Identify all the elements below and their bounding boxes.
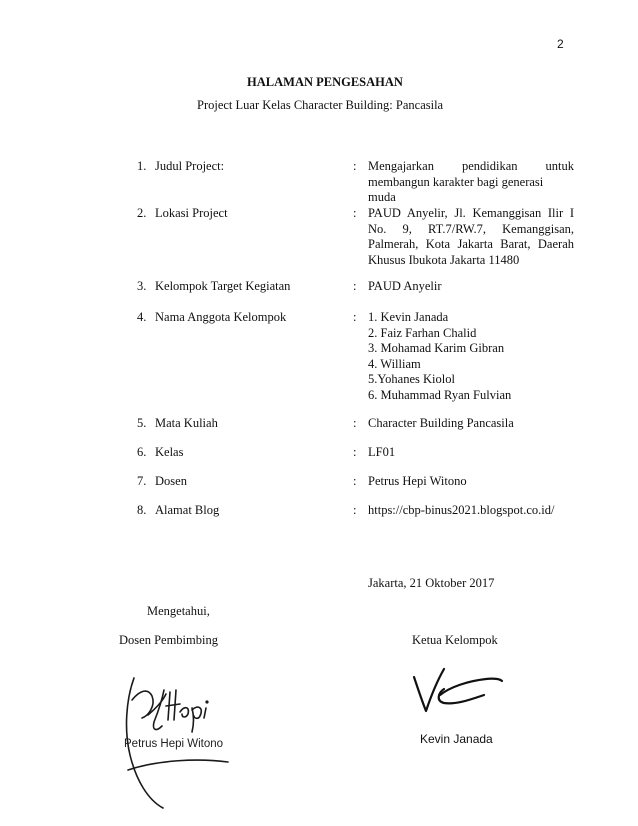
row-label: Kelompok Target Kegiatan xyxy=(155,279,291,293)
row-value xyxy=(368,416,574,432)
row-label: Dosen xyxy=(155,474,187,488)
page-number: 2 xyxy=(557,37,564,51)
dosen-signature-name: Petrus Hepi Witono xyxy=(124,738,224,750)
value-line: 6. Muhammad Ryan Fulvian xyxy=(368,387,512,402)
mengetahui-label: Mengetahui, xyxy=(147,604,210,618)
row-value xyxy=(368,503,574,519)
page-subtitle: Project Luar Kelas Character Building: Pancasila xyxy=(197,98,444,112)
row-value xyxy=(368,279,574,295)
value-line: Petrus Hepi Witono xyxy=(368,474,467,488)
row-number: 1. xyxy=(137,159,147,173)
value-line: 5.Yohanes Kiolol xyxy=(368,372,455,386)
row-colon: : xyxy=(353,159,357,173)
row-label: Mata Kuliah xyxy=(155,416,218,430)
value-line: PAUD Anyelir, Jl. Kemanggisan Ilir I xyxy=(368,206,574,220)
row-colon: : xyxy=(353,206,357,220)
row-value xyxy=(368,159,574,206)
row-label: Alamat Blog xyxy=(155,503,220,517)
row-label: Judul Project: xyxy=(155,159,225,173)
value-line: 4. William xyxy=(368,356,421,371)
row-colon: : xyxy=(353,416,357,430)
row-label: Nama Anggota Kelompok xyxy=(155,310,287,324)
row-label: Lokasi Project xyxy=(155,206,228,220)
row-number: 4. xyxy=(137,310,147,324)
value-line: 1. Kevin Janada xyxy=(368,310,449,324)
value-line: Character Building Pancasila xyxy=(368,416,514,430)
value-line: Khusus Ibukota Jakarta 11480 xyxy=(368,252,520,267)
blog-link[interactable]: https://cbp-binus2021.blogspot.co.id/ xyxy=(368,503,555,517)
value-line: LF01 xyxy=(368,445,396,459)
row-number: 5. xyxy=(137,416,147,430)
value-line: membangun karakter bagi generasi muda xyxy=(368,174,544,204)
row-number: 3. xyxy=(137,279,147,293)
ketua-signature xyxy=(410,665,505,720)
row-colon: : xyxy=(353,279,357,293)
row-colon: : xyxy=(353,474,357,488)
row-colon: : xyxy=(353,503,357,517)
value-line: No. 9, RT.7/RW.7, Kemanggisan, xyxy=(368,221,574,236)
row-value xyxy=(368,206,574,268)
row-value xyxy=(368,474,574,490)
row-value xyxy=(368,310,574,403)
page-title: HALAMAN PENGESAHAN xyxy=(247,75,403,89)
row-label: Kelas xyxy=(155,445,184,459)
value-line: PAUD Anyelir xyxy=(368,279,442,293)
value-line: 3. Mohamad Karim Gibran xyxy=(368,341,505,355)
row-colon: : xyxy=(353,310,357,324)
dosen-pembimbing-label: Dosen Pembimbing xyxy=(119,633,218,647)
row-number: 8. xyxy=(137,503,147,517)
ketua-kelompok-label: Ketua Kelompok xyxy=(412,633,498,647)
place-date: Jakarta, 21 Oktober 2017 xyxy=(368,576,495,590)
value-line: 2. Faiz Farhan Chalid xyxy=(368,325,477,340)
value-line: Palmerah, Kota Jakarta Barat, Daerah xyxy=(368,237,574,251)
row-number: 2. xyxy=(137,206,147,220)
row-number: 7. xyxy=(137,474,147,488)
row-colon: : xyxy=(353,445,357,459)
dosen-signature xyxy=(118,660,248,810)
value-line: Mengajarkan pendidikan untuk xyxy=(368,159,574,173)
ketua-name: Kevin Janada xyxy=(420,732,493,746)
row-value xyxy=(368,445,574,461)
row-number: 6. xyxy=(137,445,147,459)
